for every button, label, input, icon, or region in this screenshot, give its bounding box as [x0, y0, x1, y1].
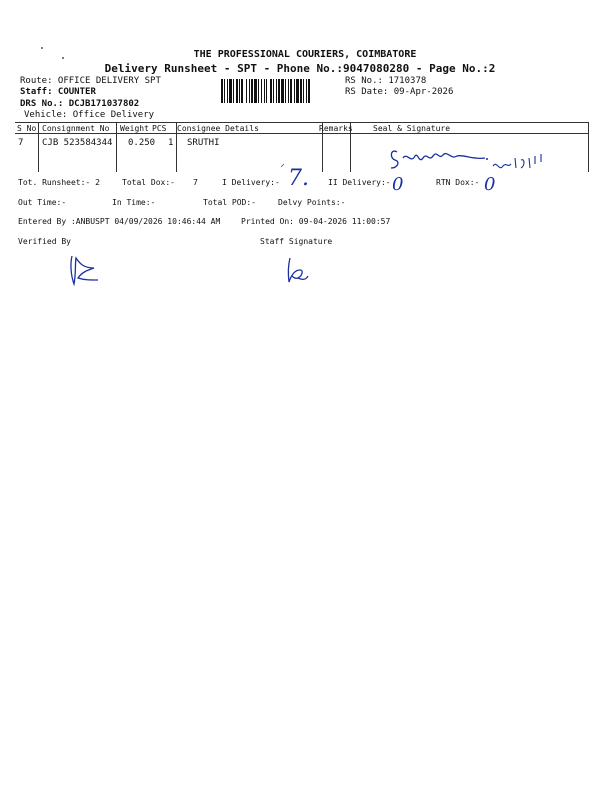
barcode-bar: [261, 79, 262, 103]
barcode-bar: [273, 79, 274, 103]
barcode-bar: [239, 79, 240, 103]
table-top-rule: [15, 122, 588, 123]
barcode-bar: [251, 79, 253, 103]
barcode-bar: [296, 79, 299, 103]
barcode-bar: [224, 79, 225, 103]
barcode-bar: [221, 79, 223, 103]
staff-signature-label: Staff Signature: [260, 237, 333, 246]
barcode-bar: [276, 79, 277, 103]
verified-by-signature: [64, 250, 104, 290]
tot-runsheet: Tot. Runsheet:- 2: [18, 178, 100, 187]
column-header-seal-signature: Seal & Signature: [373, 124, 451, 133]
rs-date: RS Date: 09-Apr-2026: [345, 87, 454, 97]
staff-signature-handwriting: [282, 254, 312, 286]
drs-number: DRS No.: DCJB171037802: [20, 99, 140, 109]
i-delivery-handwritten: 7.: [288, 166, 309, 191]
barcode-bar: [290, 79, 292, 103]
row-pcs: 1: [168, 138, 174, 148]
total-dox-label: Total Dox:-: [122, 178, 175, 187]
total-pod-label: Total POD:-: [203, 198, 256, 207]
barcode-bar: [241, 79, 243, 103]
delvy-points-label: Delvy Points:-: [278, 198, 346, 207]
table-column-divider: [38, 122, 39, 172]
staff-label: Staff: COUNTER: [20, 87, 96, 97]
barcode-bar: [300, 79, 302, 103]
barcode-bar: [246, 79, 247, 103]
rs-number: RS No.: 1710378: [345, 76, 427, 86]
vehicle-label: Vehicle: Office Delivery: [24, 110, 155, 120]
rtn-dox-label: RTN Dox:-: [436, 178, 480, 187]
tick-mark: [280, 163, 288, 169]
ii-delivery-label: II Delivery:-: [328, 178, 391, 187]
column-header-sno: S No: [17, 124, 37, 133]
row-weight: 0.250: [128, 138, 156, 148]
barcode-bar: [278, 79, 280, 103]
route-label: Route: OFFICE DELIVERY SPT: [20, 76, 161, 86]
barcode-bar: [236, 79, 238, 103]
company-name: THE PROFESSIONAL COURIERS, COIMBATORE: [193, 49, 417, 60]
barcode-bar: [294, 79, 295, 103]
table-header-rule: [15, 133, 588, 134]
consignee-signature-handwriting: [385, 138, 555, 178]
column-header-pcs: PCS: [152, 124, 167, 133]
barcode-bar: [266, 79, 267, 103]
i-delivery-label: I Delivery:-: [222, 178, 280, 187]
total-dox-value: 7: [193, 178, 198, 187]
column-header-weight: Weight: [120, 124, 149, 133]
table-column-divider: [116, 122, 117, 172]
barcode: [221, 79, 339, 103]
column-header-consignment: Consignment No: [42, 124, 110, 133]
barcode-bar: [254, 79, 257, 103]
barcode-bar: [258, 79, 259, 103]
barcode-bar: [308, 79, 310, 103]
barcode-bar: [229, 79, 232, 103]
verified-by-label: Verified By: [18, 237, 71, 246]
barcode-bar: [285, 79, 286, 103]
barcode-bar: [303, 79, 304, 103]
barcode-bar: [306, 79, 307, 103]
in-time-label: In Time:-: [112, 198, 156, 207]
entered-by: Entered By :ANBUSPT 04/09/2026 10:46:44 AM: [18, 217, 221, 226]
printed-on: Printed On: 09-04-2026 11:00:57: [241, 217, 391, 226]
column-header-remarks: Remarks: [319, 124, 353, 133]
ii-delivery-handwritten: 0: [392, 174, 404, 195]
runsheet-title: Delivery Runsheet - SPT - Phone No.:9047080280 - Page No.:2: [104, 62, 496, 75]
barcode-bar: [249, 79, 250, 103]
barcode-bar: [288, 79, 289, 103]
column-header-consignee: Consignee Details: [177, 124, 259, 133]
barcode-bar: [264, 79, 265, 103]
barcode-bar: [227, 79, 228, 103]
barcode-bar: [233, 79, 234, 103]
barcode-bar: [270, 79, 272, 103]
barcode-bar: [281, 79, 284, 103]
out-time-label: Out Time:-: [18, 198, 67, 207]
row-sno: 7: [18, 138, 24, 148]
rtn-dox-handwritten: 0: [484, 174, 496, 195]
table-column-divider: [588, 122, 589, 172]
row-consignment: CJB 523584344: [42, 138, 113, 148]
row-consignee: SRUTHI: [187, 138, 220, 148]
